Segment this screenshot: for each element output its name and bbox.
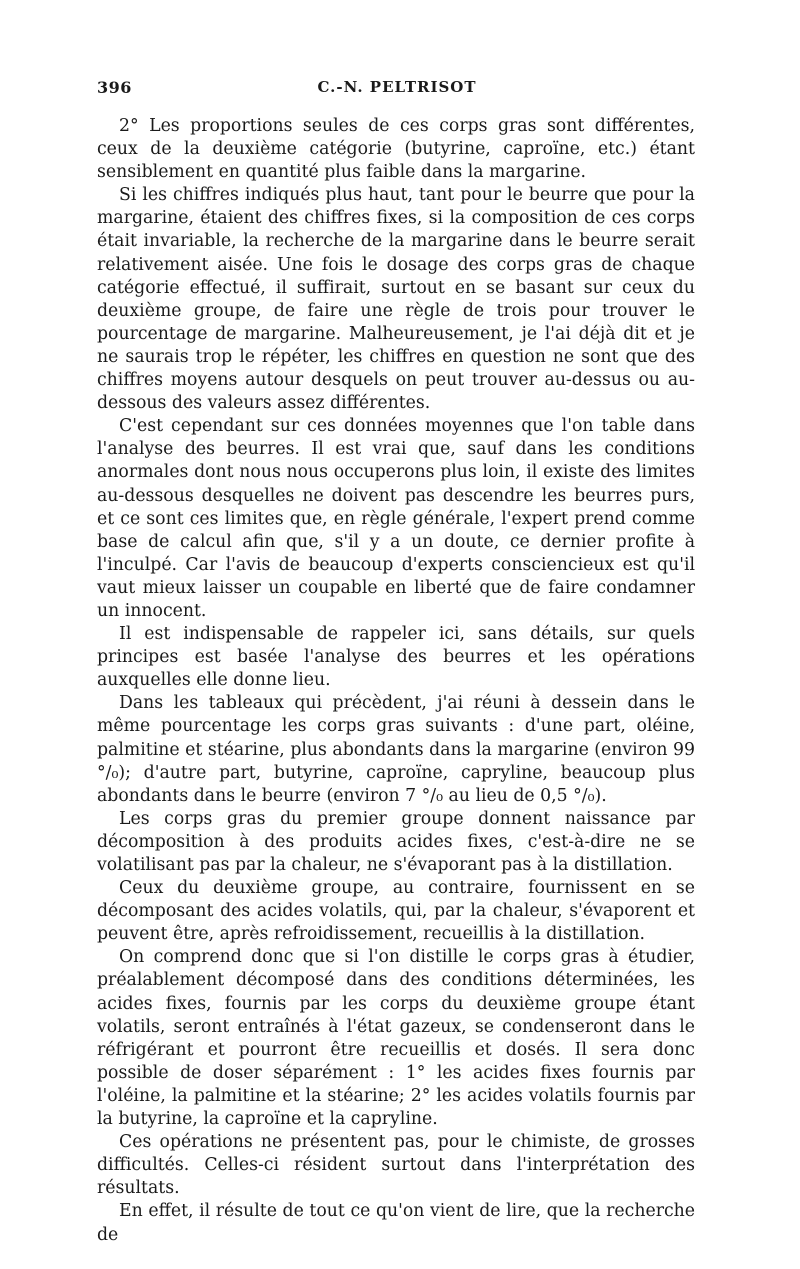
paragraph: 2° Les proportions seules de ces corps gras sont différentes, ceux de la deuxième catégorie (butyrine, caproïne, etc.) étant sensiblement en quantité plus faible dans la margarine. bbox=[97, 116, 695, 183]
paragraph: Ces opérations ne présentent pas, pour le chimiste, de grosses difficultés. Celles-ci résident surtout dans l'interprétation des résultats. bbox=[97, 1132, 695, 1199]
paragraph: Dans les tableaux qui précèdent, j'ai réuni à dessein dans le même pourcentage les corps gras suivants : d'une part, oléine, palmitine et stéarine, plus abondants dans la margarine (environ 99 °/₀); d'autre part, butyrine, caproïne, capryline, beaucoup plus abondants dans le beurre (environ 7 °/₀ au lieu de 0,5 °/₀). bbox=[97, 693, 695, 806]
paragraph: Il est indispensable de rappeler ici, sans détails, sur quels principes est basée l'analyse des beurres et les opérations auxquelles elle donne lieu. bbox=[97, 624, 695, 691]
paragraph: Si les chiffres indiqués plus haut, tant pour le beurre que pour la margarine, étaient des chiffres fixes, si la composition de ces corps était invariable, la recherche de la margarine dans le beurre serait relativement aisée. Une fois le dosage des corps gras de chaque catégorie effectué, il suffirait, surtout en se basant sur ceux du deuxième groupe, de faire une règle de trois pour trouver le pourcentage de margarine. Malheureusement, je l'ai déjà dit et je ne saurais trop le répéter, les chiffres en question ne sont que des chiffres moyens autour desquels on peut trouver au-dessus ou au-dessous des valeurs assez différentes. bbox=[97, 185, 695, 414]
paragraph: Les corps gras du premier groupe donnent naissance par décomposition à des produits acides fixes, c'est-à-dire ne se volatilisant pas par la chaleur, ne s'évaporant pas à la distillation. bbox=[97, 808, 695, 875]
running-head: C.-N. PELTRISOT bbox=[317, 78, 477, 96]
paragraph: On comprend donc que si l'on distille le corps gras à étudier, préalablement décomposé dans des conditions déterminées, les acides fixes, fournis par les corps du deuxième groupe étant volatils, seront entraînés à l'état gazeux, se condenseront dans le réfrigérant et pourront être recueillis et dosés. Il sera donc possible de doser séparément : 1° les acides fixes fournis par l'oléine, la palmitine et la stéarine; 2° les acides volatils fournis par la butyrine, la caproïne et la capryline. bbox=[97, 947, 695, 1130]
paragraph: C'est cependant sur ces données moyennes que l'on table dans l'analyse des beurres. Il est vrai que, sauf dans les conditions anormales dont nous nous occuperons plus loin, il existe des limites au-dessous desquelles ne doivent pas descendre les beurres purs, et ce sont ces limites que, en règle générale, l'expert prend comme base de calcul afin que, s'il y a un doute, ce dernier profite à l'inculpé. Car l'avis de beaucoup d'experts consciencieux est qu'il vaut mieux laisser un coupable en liberté que de faire condamner un innocent. bbox=[97, 416, 695, 621]
page-number: 396 bbox=[97, 78, 132, 97]
paragraph: Ceux du deuxième groupe, au contraire, fournissent en se décomposant des acides volatils, qui, par la chaleur, s'évaporent et peuvent être, après refroidissement, recueillis à la distillation. bbox=[97, 878, 695, 945]
page-header bbox=[97, 78, 697, 100]
body-text bbox=[97, 115, 695, 1247]
paragraph: En effet, il résulte de tout ce qu'on vient de lire, que la recherche de bbox=[97, 1201, 695, 1245]
